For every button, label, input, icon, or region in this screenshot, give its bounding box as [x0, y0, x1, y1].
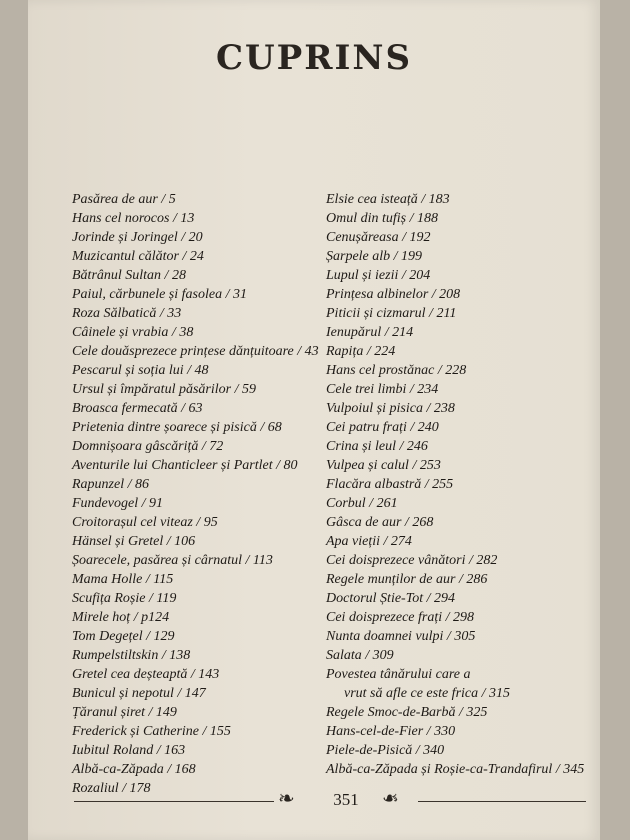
holly-leaf-ornament-icon: ❧ — [278, 786, 295, 810]
footer-rule-right — [418, 801, 586, 802]
toc-entry: Gâsca de aur / 268 — [326, 515, 434, 530]
toc-entry: Roza Sălbatică / 33 — [72, 306, 182, 321]
toc-entry: Piticii și cizmarul / 211 — [326, 306, 457, 321]
toc-entry: vrut să afle ce este frica / 315 — [344, 686, 511, 701]
toc-entry: Bătrânul Sultan / 28 — [72, 268, 186, 283]
toc-entry: Șoarecele, pasărea și cârnatul / 113 — [72, 553, 273, 568]
toc-entry: Rapunzel / 86 — [72, 477, 149, 492]
toc-entry: Rozaliul / 178 — [72, 781, 151, 796]
toc-entry: Tom Degețel / 129 — [72, 629, 175, 644]
toc-entry: Povestea tânărului care a — [326, 667, 471, 682]
toc-entry: Salata / 309 — [326, 648, 394, 663]
holly-leaf-ornament-icon: ❧ — [382, 786, 399, 810]
toc-entry: Șarpele alb / 199 — [326, 249, 423, 264]
toc-entry: Nunta doamnei vulpi / 305 — [326, 629, 476, 644]
toc-entry: Iubitul Roland / 163 — [72, 743, 186, 758]
toc-left-column — [72, 190, 342, 798]
toc-entry: Ursul și împăratul păsărilor / 59 — [72, 382, 256, 397]
toc-entry: Pasărea de aur / 5 — [72, 192, 176, 207]
page-title: CUPRINS — [215, 38, 413, 78]
page-number: 351 — [333, 790, 359, 809]
toc-entry: Hans-cel-de-Fier / 330 — [326, 724, 456, 739]
toc-entry: Hans cel prostănac / 228 — [326, 363, 467, 378]
toc-entry: Muzicantul călător / 24 — [72, 249, 204, 264]
footer-rule-left — [74, 801, 274, 802]
toc-entry: Bunicul și nepotul / 147 — [72, 686, 206, 701]
toc-entry: Regele munților de aur / 286 — [326, 572, 488, 587]
toc-entry: Gretel cea deșteaptă / 143 — [72, 667, 220, 682]
toc-entry: Cele trei limbi / 234 — [326, 382, 439, 397]
toc-entry: Scufița Roșie / 119 — [72, 591, 177, 606]
toc-entry: Flacăra albastră / 255 — [326, 477, 454, 492]
toc-entry: Vulpea și calul / 253 — [326, 458, 441, 473]
toc-entry: Ienupărul / 214 — [326, 325, 414, 340]
toc-entry: Jorinde și Joringel / 20 — [72, 230, 203, 245]
toc-entry: Vulpoiul și pisica / 238 — [326, 401, 455, 416]
toc-entry: Aventurile lui Chanticleer și Partlet / 80 — [72, 458, 298, 473]
toc-entry: Cele douăsprezece prințese dănțuitoare / 43 — [72, 344, 319, 359]
toc-entry: Pescarul și soția lui / 48 — [72, 363, 209, 378]
toc-entry: Regele Smoc-de-Barbă / 325 — [326, 705, 488, 720]
toc-entry: Cei doisprezece frați / 298 — [326, 610, 475, 625]
toc-entry: Domnișoara gâscăriță / 72 — [72, 439, 224, 454]
toc-entry: Fundevogel / 91 — [72, 496, 163, 511]
toc-entry: Paiul, cărbunele și fasolea / 31 — [72, 287, 247, 302]
toc-entry: Lupul și iezii / 204 — [326, 268, 431, 283]
toc-entry: Câinele și vrabia / 38 — [72, 325, 194, 340]
toc-entry: Corbul / 261 — [326, 496, 398, 511]
toc-entry: Broasca fermecată / 63 — [72, 401, 203, 416]
toc-right-column — [326, 190, 591, 779]
toc-entry: Hänsel și Gretel / 106 — [72, 534, 196, 549]
toc-entry: Rumpelstiltskin / 138 — [72, 648, 191, 663]
toc-entry: Croitorașul cel viteaz / 95 — [72, 515, 218, 530]
toc-entry: Omul din tufiș / 188 — [326, 211, 439, 226]
toc-entry: Frederick și Catherine / 155 — [72, 724, 231, 739]
toc-entry: Piele-de-Pisică / 340 — [326, 743, 445, 758]
toc-entry: Crina și leul / 246 — [326, 439, 428, 454]
toc-entry: Cei doisprezece vânători / 282 — [326, 553, 498, 568]
toc-entry: Mama Holle / 115 — [72, 572, 174, 587]
toc-entry: Țăranul șiret / 149 — [72, 705, 177, 720]
toc-entry: Doctorul Știe-Tot / 294 — [326, 591, 455, 606]
toc-entry: Prințesa albinelor / 208 — [326, 287, 461, 302]
toc-entry: Albă-ca-Zăpada și Roșie-ca-Trandafirul / 345 — [326, 762, 585, 777]
toc-entry: Apa vieții / 274 — [326, 534, 412, 549]
toc-entry: Cei patru frați / 240 — [326, 420, 439, 435]
toc-entry: Mirele hoț / p124 — [72, 610, 170, 625]
toc-entry: Albă-ca-Zăpada / 168 — [72, 762, 196, 777]
toc-entry: Prietenia dintre șoarece și pisică / 68 — [72, 420, 282, 435]
toc-entry: Elsie cea isteață / 183 — [326, 192, 450, 207]
toc-entry: Rapița / 224 — [326, 344, 396, 359]
toc-entry: Cenușăreasa / 192 — [326, 230, 431, 245]
toc-entry: Hans cel norocos / 13 — [72, 211, 195, 226]
book-page — [28, 0, 600, 840]
